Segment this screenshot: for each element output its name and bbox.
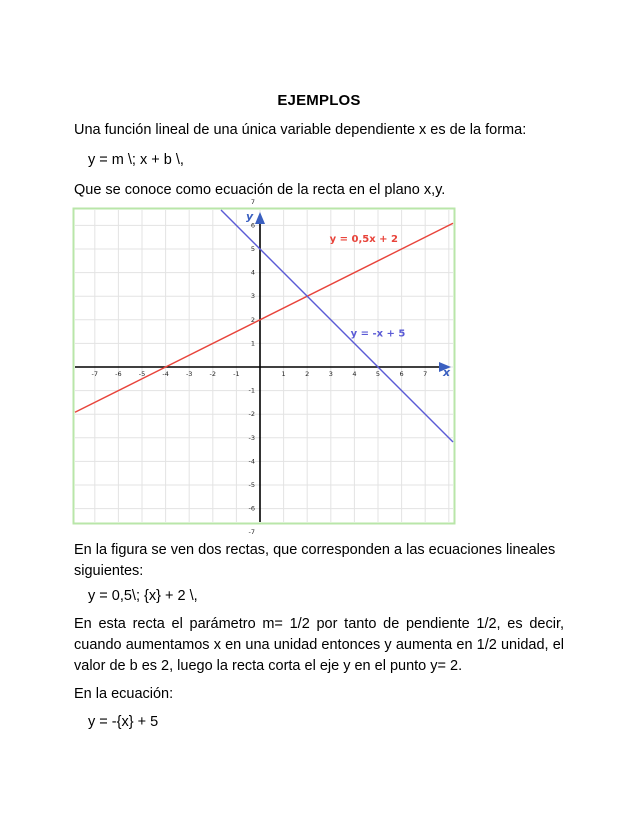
y-tick-label: -5 <box>248 481 255 489</box>
plane-paragraph: Que se conoce como ecuación de la recta en el plano x,y. <box>74 182 446 198</box>
y-tick-label: 1 <box>250 339 255 348</box>
y-tick-label: -3 <box>248 433 255 442</box>
y-tick-label: 5 <box>250 245 255 253</box>
x-tick-label: 3 <box>328 370 333 378</box>
formula-blue-line: y = -{x} + 5 <box>88 714 159 730</box>
intro-paragraph: Una función lineal de una única variable dependiente x es de la forma: <box>74 122 527 138</box>
y-tick-label: 3 <box>250 292 255 301</box>
page-title: EJEMPLOS <box>277 92 361 109</box>
y-tick-label: 4 <box>250 268 255 277</box>
explanation-paragraph: En esta recta el parámetro m= 1/2 por tanto de pendiente 1/2, es decir, cuando aumentamos x en una unidad entonces y aumenta en 1/2 unidad, el valor de b es 2, luego la recta corta el eje y en el punto y= 2. <box>74 616 564 674</box>
y-tick-label: -7 <box>248 528 255 537</box>
y-tick-label: -6 <box>248 504 255 513</box>
x-tick-label: 1 <box>281 370 286 378</box>
y-axis-label: y <box>246 210 254 223</box>
x-tick-label: 4 <box>352 370 357 378</box>
x-tick-label: -6 <box>115 370 122 378</box>
figure-paragraph: En la figura se ven dos rectas, que corresponden a las ecuaciones lineales siguientes: <box>74 542 556 579</box>
x-tick-label: -7 <box>91 370 99 378</box>
x-tick-label: 7 <box>423 370 428 378</box>
series-label-1: y = 0,5x + 2 <box>329 233 399 245</box>
x-tick-label: 5 <box>375 370 381 378</box>
y-tick-label: 6 <box>250 221 255 230</box>
x-tick-label: -2 <box>209 370 217 378</box>
y-tick-label: 2 <box>250 315 255 324</box>
chart-frame <box>74 209 455 524</box>
x-tick-label: -5 <box>138 370 146 378</box>
y-tick-label: -2 <box>248 410 255 419</box>
x-axis-label: x <box>443 366 451 379</box>
x-tick-label: -1 <box>233 370 240 378</box>
y-tick-label: -4 <box>248 457 255 466</box>
x-tick-label: -3 <box>185 370 193 378</box>
y-tick-label: -1 <box>248 386 255 395</box>
x-tick-label: -4 <box>162 370 169 378</box>
formula-general: y = m \; x + b \, <box>88 152 184 168</box>
x-tick-label: 6 <box>399 370 404 378</box>
formula-red-line: y = 0,5\; {x} + 2 \, <box>88 588 198 604</box>
y-tick-label: 7 <box>250 197 255 206</box>
series-label-2: y = -x + 5 <box>350 328 406 340</box>
x-tick-label: 2 <box>305 370 310 378</box>
equation-intro: En la ecuación: <box>74 686 174 702</box>
line-chart <box>73 197 455 537</box>
